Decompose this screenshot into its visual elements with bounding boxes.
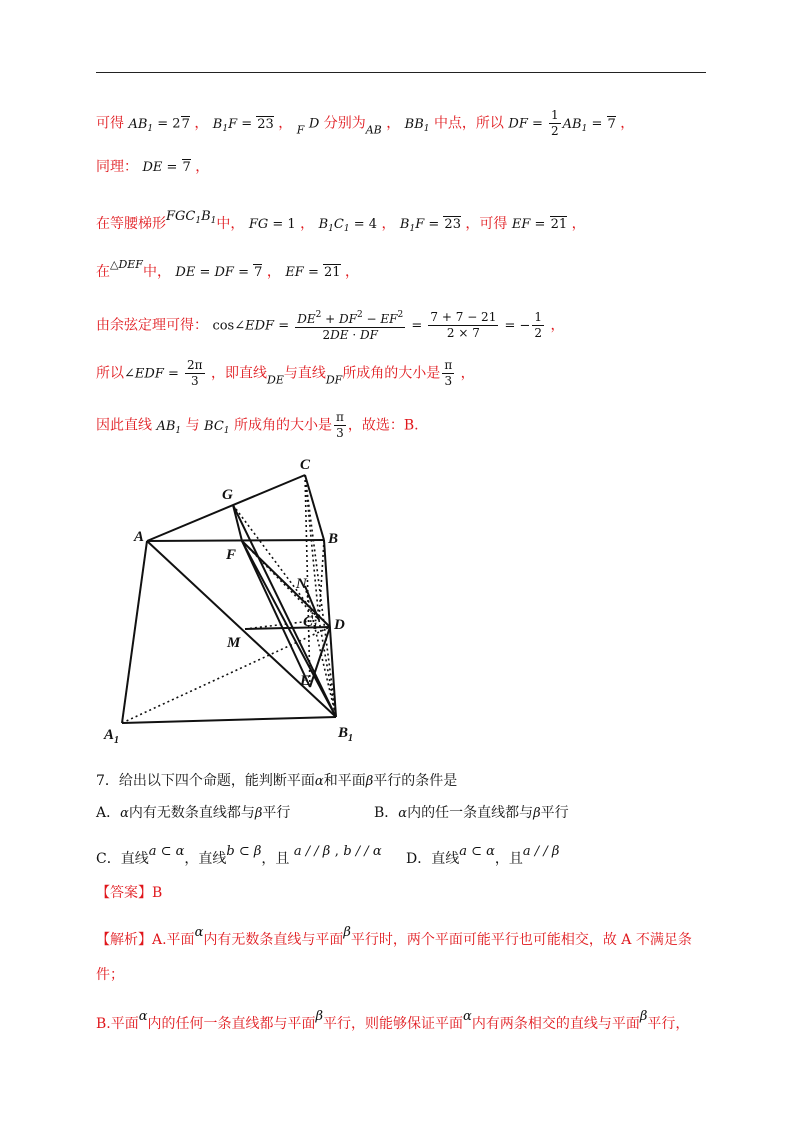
explanation-line-2 [96,966,124,984]
math-b-in-beta: b ⊂ β [226,844,262,859]
math-df: DF [325,373,343,387]
text: 所以 [96,365,124,382]
math-ab1: $AB_1$ [128,116,154,134]
edge-A1B1 [122,717,336,723]
edge-AB [147,540,324,541]
text: 同理： [96,159,138,175]
math-alpha: α [138,1009,148,1024]
math-de: DE [142,160,163,175]
fraction-value: $\frac{7 + 7 - 21}{2 \times 7}$ [430,310,497,340]
text: ， [194,115,209,132]
text: 【解析】 [96,932,152,948]
explanation-line-1 [96,924,692,949]
text: 由余弦定理可得： [96,317,208,334]
solution-line-6 [96,358,475,390]
math-eq: = [407,318,427,334]
option-d [406,843,559,868]
math-b-par-alpha: b / / α [343,844,382,859]
text: ，即直线 [211,365,267,382]
label-C1: $C_1$ [303,614,318,631]
math-df: DF [508,116,528,132]
label-D: D [334,617,345,633]
fraction-cosine: $\frac{DE^2 + DF^2 - EF^2}{2DE \cdot DF}$ [297,310,404,342]
label-B: B [328,531,339,547]
edge-AA1 [122,541,147,723]
text: ， [300,216,315,232]
solution-line-7 [96,410,419,441]
option-b [374,804,569,823]
math-alpha: α [314,774,324,789]
label-C: C [300,457,311,473]
math-d: D [308,116,320,132]
text: 平行 [262,805,291,821]
math-eq: = 21 [303,265,341,280]
text: 所成角的大小是 [342,365,441,382]
edge-AC [147,475,305,541]
text: ， [195,159,210,175]
math-f: F [296,123,305,137]
math-fgc1b1: $FGC_1B_1$ [166,209,217,226]
math-b1c1: $B_1C_1$ [318,217,350,234]
text: B.平面 [96,1016,139,1032]
text: 与直线 [283,365,326,382]
text: 平行， [647,1016,690,1032]
text: 内的任何一条直线都与平面 [147,1016,316,1032]
text: D．直线 [406,851,460,867]
math-sep: , [334,844,339,859]
label-N: N [296,576,307,592]
text: 内有无数条直线都与 [128,805,255,821]
solution-line-4 [96,256,359,282]
text: ， [278,115,293,132]
solution-line-5 [96,308,564,343]
text: 件； [96,967,124,983]
math-angle-edf: ∠EDF = [124,366,184,382]
math-eq: = 27 [153,116,190,132]
text: 所成角的大小是 [233,417,332,434]
edge-FE [242,541,310,687]
text: 内有无数条直线与平面 [203,932,344,948]
text: 7．给出以下四个命题，能判断平面 [96,773,315,789]
math-a-par-beta: a / / β [522,844,560,859]
math-b1f: $B_1F$ [399,217,425,234]
option-c [96,843,382,868]
answer-line [96,884,162,902]
math-beta: β [254,806,263,821]
math-eq: = [527,116,548,132]
text: A． [96,805,121,821]
edge-ED [310,627,330,687]
math-alpha: α [463,1009,472,1024]
math-ab: AB [365,123,382,137]
edge-BC1 [319,540,324,620]
explanation-line-3 [96,1008,689,1033]
math-cos: cos∠EDF = [212,318,294,334]
text: 平行，则能够保证平面 [323,1016,464,1032]
text: ， [550,317,565,334]
math-de: DE [267,373,284,387]
fraction-half: $\frac{1}{2}$ [534,310,543,340]
math-ab1: $AB_1$ [562,116,588,134]
math-fg: FG [248,217,269,232]
text: ，且 [494,851,523,867]
math-eq: = 7 [233,265,263,280]
fraction-pi3: $\frac{\pi}{3}$ [444,358,453,388]
text: ，且 [261,851,290,867]
math-b1f: $B_1F$ [212,116,238,134]
math-eq: = 4 [349,217,378,232]
label-B1: $B_1$ [338,725,354,744]
fraction-2pi3: $\frac{2\pi}{3}$ [187,358,203,388]
fraction-pi3: $\frac{\pi}{3}$ [335,410,344,440]
math-beta: β [639,1009,648,1024]
math-eq: = 7 [587,116,616,132]
answer-text: 【答案】B [96,885,163,901]
label-F: F [226,547,237,563]
text: 内的任一条直线都与 [407,805,534,821]
text: 平行 [540,805,569,821]
solution-line-1 [96,108,634,140]
math-alpha: α [120,806,129,821]
text: 分别为 [323,115,366,132]
text: A.平面 [152,932,195,948]
math-eq: = 23 [237,116,274,132]
header-rule [96,72,706,73]
text: ， [386,115,401,132]
math-eq: = 7 [162,160,191,175]
text: ， [460,365,475,382]
text: ， [381,216,396,232]
math-beta: β [315,1009,324,1024]
label-A1: $A_1$ [104,727,120,745]
text: 中， [142,264,171,280]
solution-line-2 [96,158,209,177]
math-eq: = − [500,318,531,334]
question-7-stem [96,772,457,791]
solution-line-3 [96,208,586,238]
math-beta: β [365,774,374,789]
text: ， [620,115,635,132]
text: ， [345,264,359,280]
math-eq: = 23 [424,217,461,232]
text: 中， [216,216,245,232]
math-ef: EF [511,217,531,232]
text: 平行的条件是 [373,773,458,789]
text: 和平面 [323,773,366,789]
math-a-in-alpha: a ⊂ α [459,844,495,859]
label-M: M [227,635,241,651]
math-beta: β [533,806,541,821]
math-a-par-beta: a / / β [293,844,331,859]
edge-CB [305,475,324,540]
math-df: DF [214,265,234,280]
text: 在 [96,264,110,280]
math-eq: = 21 [530,217,568,232]
text: 内有两条相交的直线与平面 [471,1016,640,1032]
text: B． [374,805,399,821]
geometry-figure [100,445,360,745]
text: ， [266,264,281,280]
math-de-df: DE [175,265,196,280]
edge-GB1 [233,505,339,717]
math-beta: β [343,925,351,940]
math-eq: = 1 [268,217,296,232]
math-bc1: $BC_1$ [204,418,230,436]
math-a-in-alpha: a ⊂ α [148,844,185,859]
math-eq: = [195,265,215,280]
text: ，故选：B. [347,417,419,434]
fraction-half: $\frac{1}{2}$ [551,108,559,138]
text: 因此直线 [96,417,152,434]
text: 平行时，两个平面可能平行也可能相交，故 A 不满足条 [350,932,692,948]
math-triangle-def: △DEF [110,258,143,271]
math-bb1: $BB_1$ [404,116,430,134]
math-ef: EF [285,265,304,280]
text: 在等腰梯形 [96,216,166,232]
label-E: E [300,673,311,689]
math-alpha: α [398,806,408,821]
label-A: A [134,529,145,545]
text: ，直线 [184,851,227,867]
text: C．直线 [96,851,149,867]
math-ab1: $AB_1$ [156,418,182,436]
text: ， [571,216,586,232]
label-G: G [222,487,233,503]
text: 与 [185,417,200,434]
option-a [96,804,290,823]
math-alpha: α [194,925,204,940]
text: ，可得 [465,216,508,232]
text: 中点，所以 [433,115,504,132]
text: 可得 [96,115,124,132]
